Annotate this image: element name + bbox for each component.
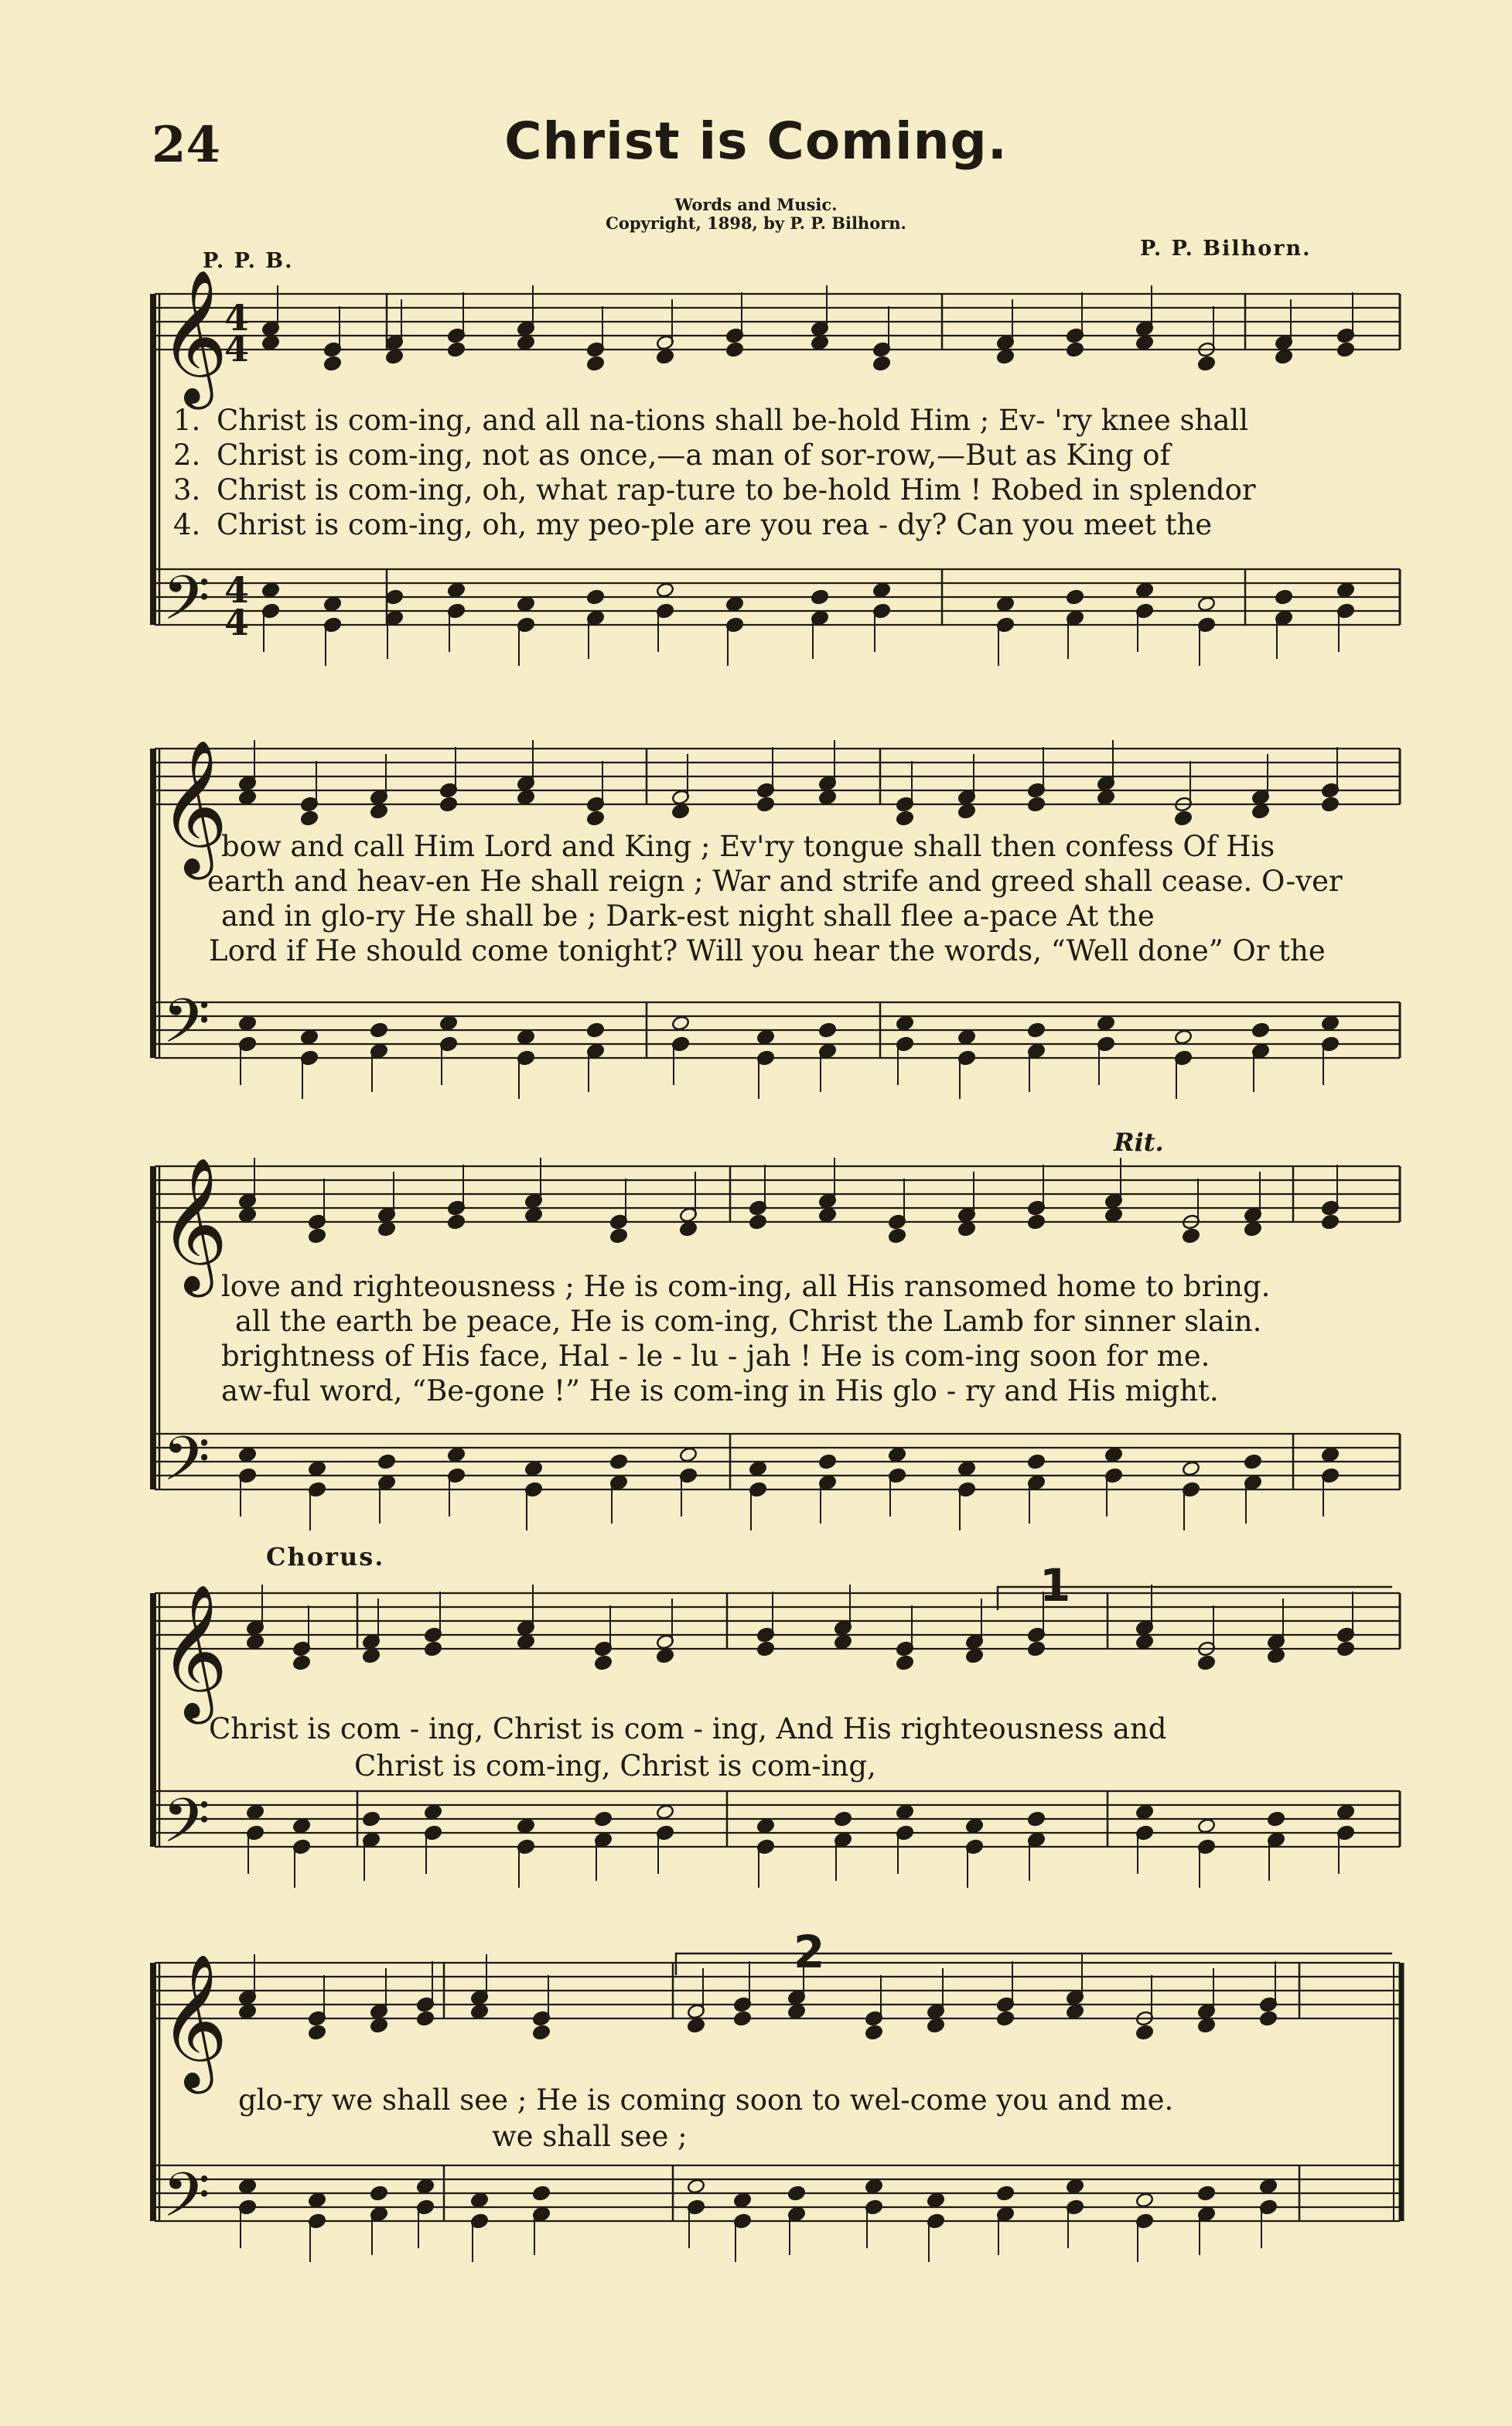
quarter-note xyxy=(586,589,605,606)
quarter-note xyxy=(362,1811,381,1827)
treble-clef-icon: 𝄞 xyxy=(159,1157,228,1291)
quarter-note xyxy=(725,342,744,358)
chorus-label: Chorus. xyxy=(266,1542,385,1571)
treble-clef-icon: 𝄞 xyxy=(159,1953,228,2088)
quarter-note xyxy=(447,342,466,358)
quarter-note xyxy=(818,790,837,806)
quarter-note xyxy=(238,2179,257,2195)
quarter-note xyxy=(1267,1811,1285,1827)
quarter-note xyxy=(787,2004,806,2020)
quarter-note xyxy=(679,1221,698,1237)
quarter-note xyxy=(1135,2025,1154,2041)
quarter-note xyxy=(370,804,388,820)
bass-clef-icon: 𝄢 xyxy=(162,2159,210,2246)
quarter-note xyxy=(896,1655,914,1671)
verse-4-number: 4. xyxy=(173,508,201,541)
quarter-note xyxy=(292,1818,311,1834)
quarter-note xyxy=(385,349,404,365)
quarter-note xyxy=(447,582,466,599)
quarter-note xyxy=(594,1811,613,1827)
quarter-note xyxy=(416,2179,435,2195)
quarter-note xyxy=(1097,790,1115,806)
second-ending-bracket xyxy=(676,1953,1392,1975)
quarter-note xyxy=(965,1648,984,1664)
quarter-note xyxy=(1244,1454,1262,1470)
verse-2-line-1: Christ is com-ing, not as once,—a man of sor-row,—But as King of xyxy=(217,438,1171,472)
quarter-note xyxy=(656,1648,674,1664)
quarter-note xyxy=(246,1634,265,1650)
quarter-note xyxy=(308,1228,326,1244)
quarter-note xyxy=(756,797,775,813)
quarter-note xyxy=(517,1818,535,1834)
quarter-note xyxy=(1066,2004,1084,2020)
quarter-note xyxy=(385,589,404,606)
quarter-note xyxy=(1027,797,1046,813)
quarter-note xyxy=(1104,1207,1123,1223)
copyright-line-2: Copyright, 1898, by P. P. Bilhorn. xyxy=(606,213,906,233)
quarter-note xyxy=(1197,2185,1216,2202)
quarter-note xyxy=(1251,1022,1270,1039)
quarter-note xyxy=(1135,1634,1154,1650)
half-note xyxy=(671,1015,690,1032)
quarter-note xyxy=(524,1461,543,1477)
quarter-note xyxy=(424,1804,442,1820)
quarter-note xyxy=(756,1818,775,1834)
quarter-note xyxy=(865,2179,883,2195)
quarter-note xyxy=(246,1804,265,1820)
quarter-note xyxy=(586,810,605,827)
quarter-note xyxy=(238,790,257,806)
verse-1-line-1: Christ is com-ing, and all na-tions shall be-hold Him ; Ev- 'ry knee shall xyxy=(217,404,1249,437)
quarter-note xyxy=(1135,1804,1154,1820)
quarter-note xyxy=(687,2018,705,2034)
verse-2-line-3: all the earth be peace, He is com-ing, Christ the Lamb for sinner slain. xyxy=(235,1305,1262,1338)
page-number: 24 xyxy=(152,116,221,174)
verse-2-line-2: earth and heav-en He shall reign ; War and strife and greed shall cease. O-ver xyxy=(207,865,1343,898)
quarter-note xyxy=(1336,1641,1355,1657)
quarter-note xyxy=(377,1221,396,1237)
chorus-line-1-alto: Christ is com-ing, Christ is com-ing, xyxy=(354,1749,876,1783)
quarter-note xyxy=(818,1022,837,1039)
quarter-note xyxy=(896,1804,914,1820)
quarter-note xyxy=(865,2025,883,2041)
verse-1-line-3: love and righteousness ; He is com-ing, all His ransomed home to bring. xyxy=(221,1270,1271,1303)
time-signature-bottom: 4 xyxy=(224,328,250,370)
quarter-note xyxy=(261,335,280,351)
quarter-note xyxy=(896,1015,914,1032)
quarter-note xyxy=(733,2011,752,2027)
half-note xyxy=(1197,1818,1216,1834)
quarter-note xyxy=(787,2185,806,2202)
quarter-note xyxy=(594,1655,613,1671)
quarter-note xyxy=(1027,1214,1046,1230)
quarter-note xyxy=(1321,1447,1340,1463)
quarter-note xyxy=(609,1454,628,1470)
quarter-note xyxy=(532,2185,551,2202)
quarter-note xyxy=(733,2192,752,2209)
quarter-note xyxy=(323,596,342,612)
quarter-note xyxy=(586,356,605,372)
quarter-note xyxy=(1135,582,1154,599)
quarter-note xyxy=(996,349,1015,365)
quarter-note xyxy=(439,797,458,813)
quarter-note xyxy=(609,1228,628,1244)
chorus-line-2-alto: we shall see ; xyxy=(492,2120,688,2153)
half-note xyxy=(1182,1461,1200,1477)
quarter-note xyxy=(1066,342,1084,358)
verse-4-line-1: Christ is com-ing, oh, my peo-ple are you rea - dy? Can you meet the xyxy=(217,508,1213,541)
quarter-note xyxy=(1174,810,1193,827)
quarter-note xyxy=(447,1214,466,1230)
verse-3-line-3: brightness of His face, Hal - le - lu - jah ! He is com-ing soon for me. xyxy=(221,1339,1210,1373)
quarter-note xyxy=(1097,1015,1115,1032)
bass-clef-icon: 𝄢 xyxy=(162,1785,210,1872)
quarter-note xyxy=(1027,1022,1046,1039)
verse-4-line-3: aw-ful word, “Be-gone !” He is com-ing in His glo - ry and His might. xyxy=(221,1374,1219,1407)
first-ending-number: 1 xyxy=(1039,1559,1071,1612)
bass-clef-icon: 𝄢 xyxy=(162,1423,210,1510)
quarter-note xyxy=(996,2011,1015,2027)
quarter-note xyxy=(1251,804,1270,820)
quarter-note xyxy=(416,2011,435,2027)
quarter-note xyxy=(834,1811,852,1827)
quarter-note xyxy=(1197,1655,1216,1671)
quarter-note xyxy=(756,1641,775,1657)
quarter-note xyxy=(1336,582,1355,599)
quarter-note xyxy=(517,1634,535,1650)
quarter-note xyxy=(996,2185,1015,2202)
quarter-note xyxy=(1197,356,1216,372)
verse-1-line-2: bow and call Him Lord and King ; Ev'ry tongue shall then confess Of His xyxy=(221,830,1275,863)
quarter-note xyxy=(238,1447,257,1463)
quarter-note xyxy=(524,1207,543,1223)
quarter-note xyxy=(749,1461,767,1477)
verse-4-line-2: Lord if He should come tonight? Will you hear the words, “Well done” Or the xyxy=(209,934,1326,967)
bass-clef-icon: 𝄢 xyxy=(162,562,210,649)
quarter-note xyxy=(1104,1447,1123,1463)
quarter-note xyxy=(872,582,891,599)
quarter-note xyxy=(362,1648,381,1664)
quarter-note xyxy=(447,1447,466,1463)
quarter-note xyxy=(834,1634,852,1650)
quarter-note xyxy=(818,1207,837,1223)
quarter-note xyxy=(811,335,829,351)
quarter-note xyxy=(725,596,744,612)
quarter-note xyxy=(238,1207,257,1223)
half-note xyxy=(679,1447,698,1463)
bass-time-signature-bottom: 4 xyxy=(224,602,250,643)
chorus-line-1: Christ is com - ing, Christ is com - ing, And His righteousness and xyxy=(209,1712,1167,1745)
verse-3-line-2: and in glo-ry He shall be ; Dark-est night shall flee a-pace At the xyxy=(221,899,1155,933)
quarter-note xyxy=(470,2004,489,2020)
bass-clef-icon: 𝄢 xyxy=(162,985,210,1072)
composer-credit: P. P. Bilhorn. xyxy=(1140,237,1312,261)
quarter-note xyxy=(1244,1221,1262,1237)
quarter-note xyxy=(439,1015,458,1032)
quarter-note xyxy=(1027,1454,1046,1470)
quarter-note xyxy=(749,1214,767,1230)
verse-3-line-1: Christ is com-ing, oh, what rap-ture to be-hold Him ! Robed in splendor xyxy=(217,473,1256,507)
verse-2-number: 2. xyxy=(173,438,201,472)
quarter-note xyxy=(957,1461,976,1477)
quarter-note xyxy=(238,2004,257,2020)
ritardando-mark: Rit. xyxy=(1114,1128,1164,1157)
quarter-note xyxy=(308,1461,326,1477)
quarter-note xyxy=(1267,1648,1285,1664)
quarter-note xyxy=(517,335,535,351)
verse-3-number: 3. xyxy=(173,473,201,507)
quarter-note xyxy=(811,589,829,606)
quarter-note xyxy=(470,2192,489,2209)
treble-clef-icon: 𝄞 xyxy=(159,739,228,874)
quarter-note xyxy=(927,2192,945,2209)
quarter-note xyxy=(671,804,690,820)
quarter-note xyxy=(323,356,342,372)
quarter-note xyxy=(1066,589,1084,606)
quarter-note xyxy=(300,1029,319,1046)
quarter-note xyxy=(965,1818,984,1834)
quarter-note xyxy=(424,1641,442,1657)
quarter-note xyxy=(1321,1214,1340,1230)
chorus-line-2: glo-ry we shall see ; He is coming soon to wel-come you and me. xyxy=(238,2083,1174,2117)
second-ending-number: 2 xyxy=(794,1926,825,1978)
treble-clef-icon: 𝄞 xyxy=(159,1584,228,1718)
quarter-note xyxy=(1182,1228,1200,1244)
quarter-note xyxy=(308,2192,326,2209)
quarter-note xyxy=(1321,1015,1340,1032)
quarter-note xyxy=(818,1454,837,1470)
quarter-note xyxy=(1275,349,1293,365)
verse-1-number: 1. xyxy=(173,404,201,437)
half-note xyxy=(687,2179,705,2195)
half-note xyxy=(656,1804,674,1820)
quarter-note xyxy=(656,349,674,365)
bass-time-signature-top: 4 xyxy=(224,569,250,611)
quarter-note xyxy=(888,1228,906,1244)
quarter-note xyxy=(957,1221,976,1237)
quarter-note xyxy=(888,1447,906,1463)
quarter-note xyxy=(1259,2011,1278,2027)
quarter-note xyxy=(1321,797,1340,813)
treble-clef-icon: 𝄞 xyxy=(159,269,228,404)
quarter-note xyxy=(957,804,976,820)
quarter-note xyxy=(532,2025,551,2041)
quarter-note xyxy=(996,596,1015,612)
quarter-note xyxy=(238,1015,257,1032)
quarter-note xyxy=(370,2018,388,2034)
quarter-note xyxy=(370,1022,388,1039)
quarter-note xyxy=(370,2185,388,2202)
quarter-note xyxy=(1066,2179,1084,2195)
quarter-note xyxy=(517,1029,535,1046)
quarter-note xyxy=(300,810,319,827)
quarter-note xyxy=(927,2018,945,2034)
author-initials: P. P. B. xyxy=(203,249,294,273)
copyright-line-1: Words and Music. xyxy=(674,195,838,214)
quarter-note xyxy=(1336,1804,1355,1820)
quarter-note xyxy=(1197,2018,1216,2034)
quarter-note xyxy=(517,596,535,612)
half-note xyxy=(1135,2192,1154,2209)
quarter-note xyxy=(261,582,280,599)
hymn-title: Christ is Coming. xyxy=(504,111,1008,171)
half-note xyxy=(1174,1029,1193,1046)
half-note xyxy=(1197,596,1216,612)
time-signature-top: 4 xyxy=(224,297,250,339)
quarter-note xyxy=(308,2025,326,2041)
quarter-note xyxy=(896,810,914,827)
quarter-note xyxy=(517,790,535,806)
half-note xyxy=(656,582,674,599)
quarter-note xyxy=(1027,1811,1046,1827)
quarter-note xyxy=(1336,342,1355,358)
quarter-note xyxy=(1259,2179,1278,2195)
quarter-note xyxy=(872,356,891,372)
quarter-note xyxy=(586,1022,605,1039)
quarter-note xyxy=(292,1655,311,1671)
quarter-note xyxy=(1135,335,1154,351)
quarter-note xyxy=(756,1029,775,1046)
quarter-note xyxy=(377,1454,396,1470)
quarter-note xyxy=(1275,589,1293,606)
quarter-note xyxy=(957,1029,976,1046)
quarter-note xyxy=(1027,1641,1046,1657)
